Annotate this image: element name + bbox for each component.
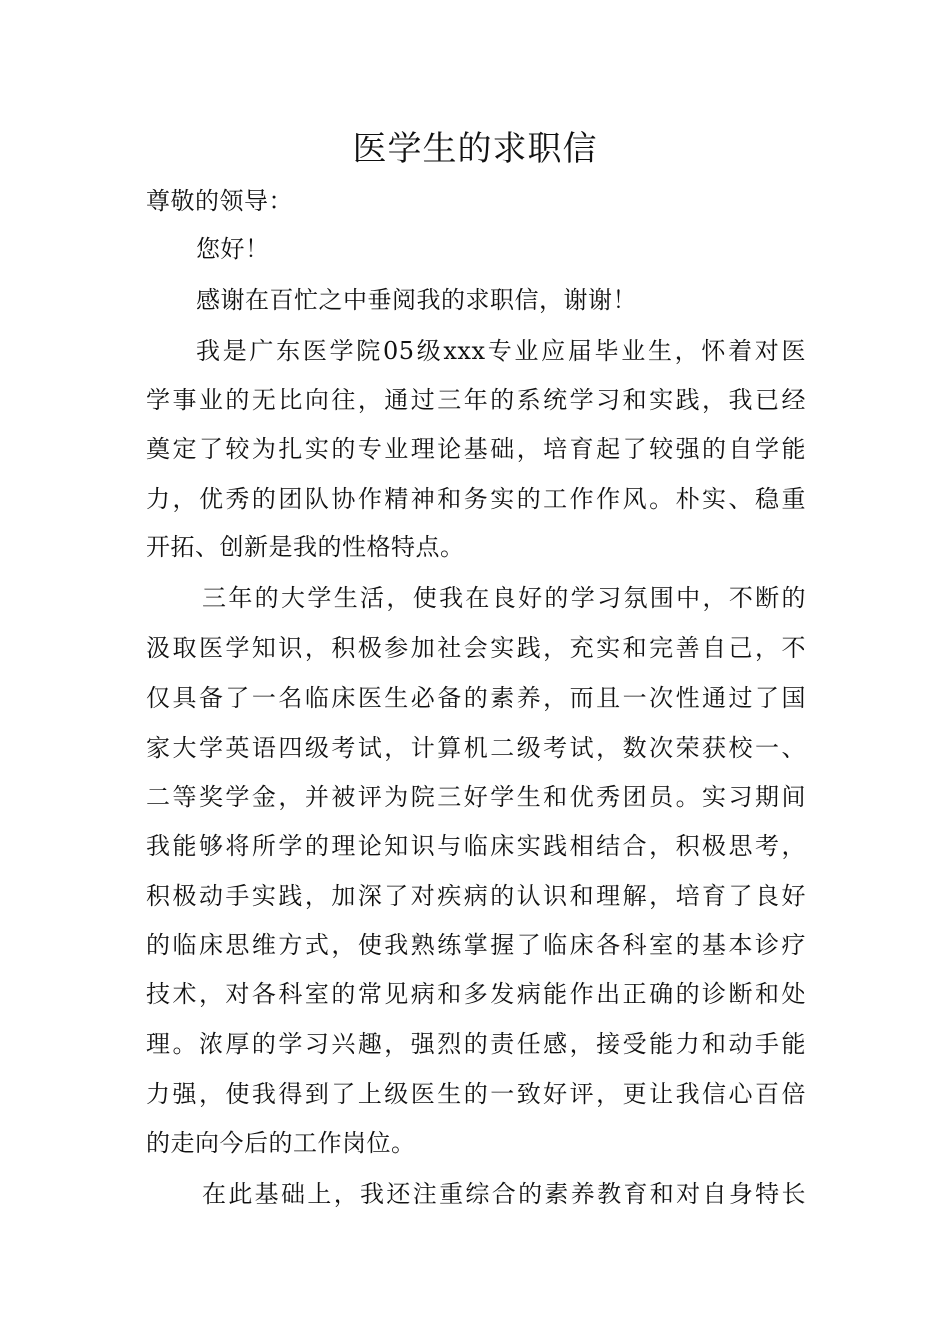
paragraph1-line: 学事业的无比向往，通过三年的系统学习和实践，我已经 xyxy=(146,386,806,414)
paragraph3-line: 在此基础上，我还注重综合的素养教育和对自身特长 xyxy=(202,1180,806,1208)
paragraph2-line: 汲取医学知识，积极参加社会实践，充实和完善自己，不 xyxy=(146,634,806,662)
paragraph2-line: 三年的大学生活，使我在良好的学习氛围中，不断的 xyxy=(202,584,806,612)
paragraph1-line: 力，优秀的团队协作精神和务实的工作作风。朴实、稳重 xyxy=(146,485,806,513)
paragraph2-line: 家大学英语四级考试，计算机二级考试，数次荣获校一、 xyxy=(146,734,806,762)
paragraph2-line: 技术，对各科室的常见病和多发病能作出正确的诊断和处 xyxy=(146,980,806,1008)
salutation: 尊敬的领导： xyxy=(146,187,293,215)
paragraph2-line: 的临床思维方式，使我熟练掌握了临床各科室的基本诊疗 xyxy=(146,931,806,959)
paragraph2-line: 积极动手实践，加深了对疾病的认识和理解，培育了良好 xyxy=(146,882,806,910)
paragraph2-line: 二等奖学金，并被评为院三好学生和优秀团员。实习期间 xyxy=(146,783,806,811)
greeting: 您好！ xyxy=(196,235,270,263)
paragraph2-line: 我能够将所学的理论知识与临床实践相结合，积极思考， xyxy=(146,832,806,860)
document-title: 医学生的求职信 xyxy=(352,129,598,169)
paragraph1-line: 我是广东医学院05级xxx专业应届毕业生，怀着对医 xyxy=(196,337,806,365)
paragraph2-line: 力强，使我得到了上级医生的一致好评，更让我信心百倍 xyxy=(146,1080,806,1108)
paragraph2-line: 仅具备了一名临床医生必备的素养，而且一次性通过了国 xyxy=(146,684,806,712)
paragraph1-line: 奠定了较为扎实的专业理论基础，培育起了较强的自学能 xyxy=(146,435,806,463)
paragraph2-line: 理。浓厚的学习兴趣，强烈的责任感，接受能力和动手能 xyxy=(146,1030,806,1058)
thanks-line: 感谢在百忙之中垂阅我的求职信，谢谢！ xyxy=(196,286,637,314)
paragraph1-line: 开拓、创新是我的性格特点。 xyxy=(146,533,465,561)
paragraph2-line: 的走向今后的工作岗位。 xyxy=(146,1129,416,1157)
